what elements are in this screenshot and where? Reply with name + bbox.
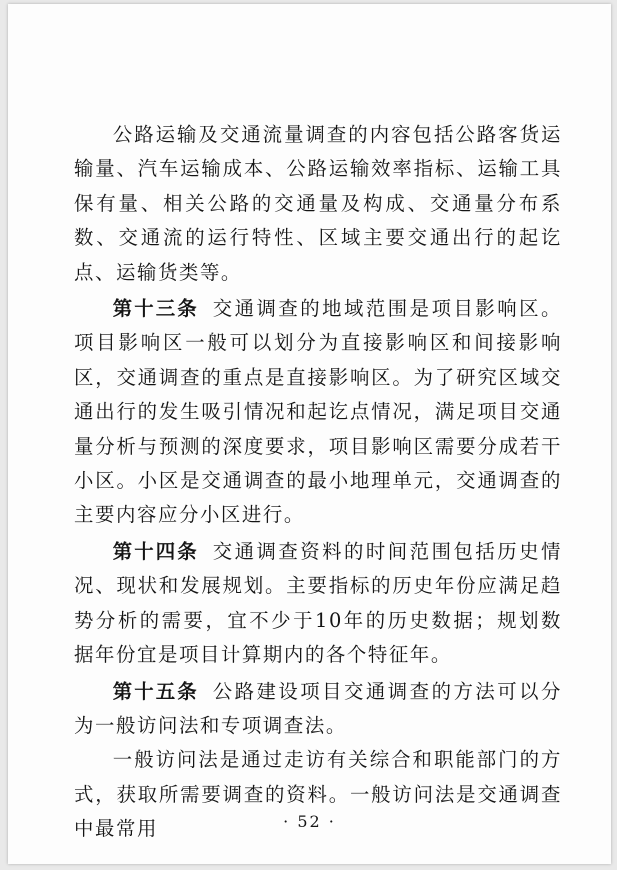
paragraph-article-14	[74, 535, 562, 673]
paragraph-text: 交通调查资料的时间范围包括历史情况、现状和发展规划。主要指标的历史年份应满足趋势分析的需要，宜不少于10年的历史数据；规划数据年份宜是项目计算期内的各个特征年。	[74, 539, 562, 667]
body-text	[74, 118, 562, 847]
paragraph-article-15	[74, 675, 562, 744]
paragraph-text: 公路运输及交通流量调查的内容包括公路客货运输量、汽车运输成本、公路运输效率指标、运输工具保有量、相关公路的交通量及构成、交通量分布系数、交通流的运行特性、区域主要交通出行的起讫点、运输货类等。	[74, 123, 562, 284]
article-number: 第十四条	[112, 539, 199, 563]
paragraph-text: 公路建设项目交通调查的方法可以分为一般访问法和专项调查法。	[74, 679, 562, 737]
article-number: 第十三条	[112, 297, 199, 321]
paragraph-text: 交通调查的地域范围是项目影响区。项目影响区一般可以划分为直接影响区和间接影响区，交通调查的重点是直接影响区。为了研究区域交通出行的发生吸引情况和起讫点情况，满足项目交通量分析与预测的深度要求，项目影响区需要分成若干小区。小区是交通调查的最小地理单元，交通调查的主要内容应分小区进行。	[74, 297, 562, 527]
paragraph-general-interview	[74, 743, 562, 846]
page-number: · 52 ·	[283, 812, 336, 831]
article-number: 第十五条	[112, 679, 199, 703]
paragraph-text: 一般访问法是通过走访有关综合和职能部门的方式，获取所需要调查的资料。一般访问法是交通调查中最常用	[74, 748, 562, 841]
paragraph-article-13	[74, 292, 562, 533]
paragraph-survey-content	[74, 118, 562, 290]
document-page	[8, 4, 611, 864]
